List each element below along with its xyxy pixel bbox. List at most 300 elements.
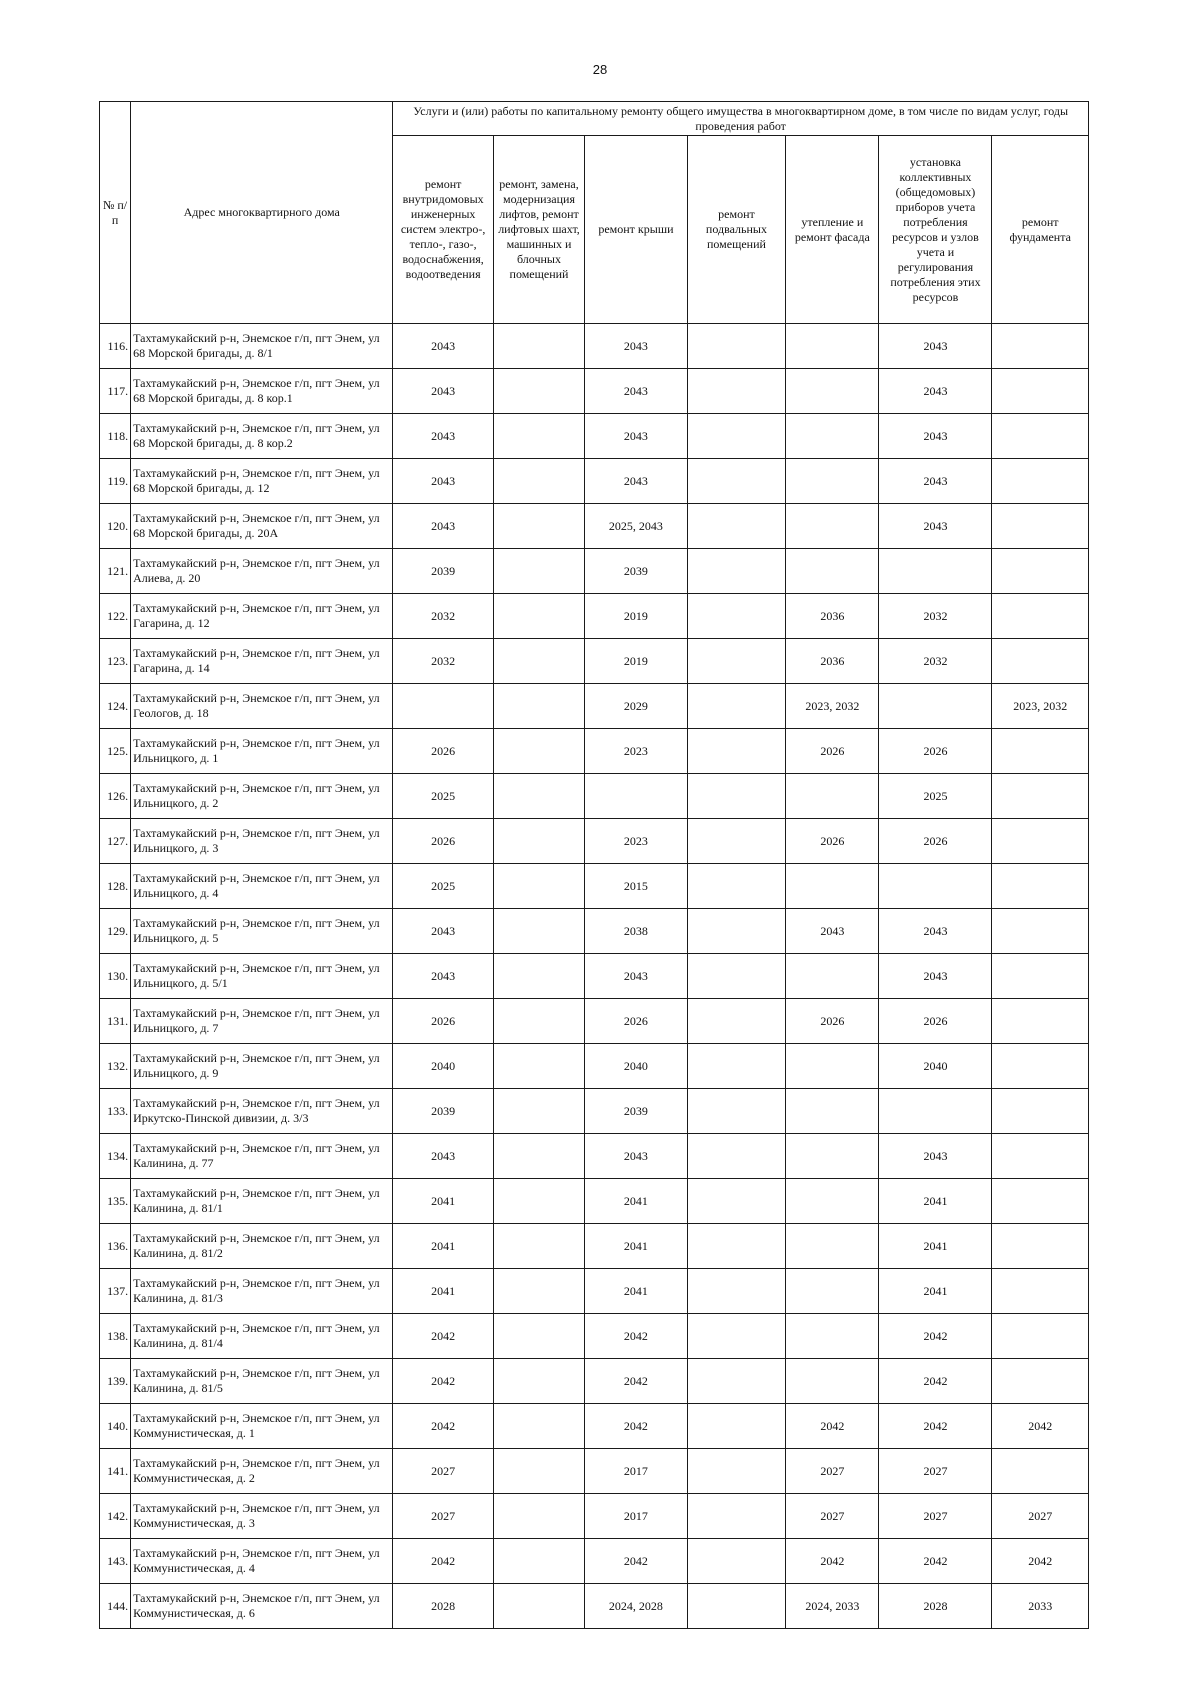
row-number: 129. bbox=[100, 909, 131, 954]
cell-facade bbox=[786, 954, 879, 999]
cell-meters bbox=[879, 684, 992, 729]
cell-elevators bbox=[493, 1449, 584, 1494]
table-row bbox=[100, 324, 1089, 369]
row-address: Тахтамукайский р-н, Энемское г/п, пгт Энем, ул Гагарина, д. 14 bbox=[131, 639, 393, 684]
cell-roof: 2015 bbox=[585, 864, 688, 909]
row-address: Тахтамукайский р-н, Энемское г/п, пгт Энем, ул 68 Морской бригады, д. 12 bbox=[131, 459, 393, 504]
table-row bbox=[100, 1359, 1089, 1404]
cell-engineering-systems: 2032 bbox=[393, 594, 494, 639]
table-row bbox=[100, 459, 1089, 504]
table-row bbox=[100, 1449, 1089, 1494]
cell-elevators bbox=[493, 639, 584, 684]
cell-basement bbox=[687, 819, 785, 864]
cell-elevators bbox=[493, 504, 584, 549]
table-row bbox=[100, 504, 1089, 549]
cell-engineering-systems: 2025 bbox=[393, 774, 494, 819]
table-row bbox=[100, 1494, 1089, 1539]
cell-engineering-systems: 2027 bbox=[393, 1449, 494, 1494]
cell-basement bbox=[687, 549, 785, 594]
cell-elevators bbox=[493, 1089, 584, 1134]
cell-elevators bbox=[493, 1584, 584, 1629]
row-address: Тахтамукайский р-н, Энемское г/п, пгт Энем, ул Ильницкого, д. 3 bbox=[131, 819, 393, 864]
table-row bbox=[100, 1179, 1089, 1224]
cell-foundation bbox=[992, 639, 1089, 684]
table-row bbox=[100, 684, 1089, 729]
row-number: 144. bbox=[100, 1584, 131, 1629]
cell-meters bbox=[879, 1089, 992, 1134]
table-body bbox=[100, 324, 1089, 1629]
cell-foundation bbox=[992, 1314, 1089, 1359]
cell-basement bbox=[687, 1449, 785, 1494]
row-address: Тахтамукайский р-н, Энемское г/п, пгт Энем, ул Ильницкого, д. 5/1 bbox=[131, 954, 393, 999]
cell-facade bbox=[786, 1224, 879, 1269]
cell-roof: 2026 bbox=[585, 999, 688, 1044]
row-address: Тахтамукайский р-н, Энемское г/п, пгт Энем, ул Калинина, д. 81/5 bbox=[131, 1359, 393, 1404]
cell-meters: 2025 bbox=[879, 774, 992, 819]
cell-basement bbox=[687, 1494, 785, 1539]
cell-foundation bbox=[992, 1269, 1089, 1314]
cell-meters: 2041 bbox=[879, 1269, 992, 1314]
cell-facade: 2026 bbox=[786, 819, 879, 864]
cell-basement bbox=[687, 1134, 785, 1179]
row-address: Тахтамукайский р-н, Энемское г/п, пгт Энем, ул Калинина, д. 81/3 bbox=[131, 1269, 393, 1314]
cell-foundation bbox=[992, 774, 1089, 819]
cell-roof: 2042 bbox=[585, 1404, 688, 1449]
cell-facade: 2036 bbox=[786, 594, 879, 639]
cell-basement bbox=[687, 414, 785, 459]
cell-engineering-systems: 2043 bbox=[393, 954, 494, 999]
cell-basement bbox=[687, 324, 785, 369]
row-address: Тахтамукайский р-н, Энемское г/п, пгт Энем, ул Коммунистическая, д. 3 bbox=[131, 1494, 393, 1539]
header-engineering-systems: ремонт внутридомовых инженерных систем электро-, тепло-, газо-, водоснабжения, водоотведения bbox=[393, 136, 494, 324]
cell-meters: 2043 bbox=[879, 504, 992, 549]
row-address: Тахтамукайский р-н, Энемское г/п, пгт Энем, ул Ильницкого, д. 5 bbox=[131, 909, 393, 954]
cell-engineering-systems bbox=[393, 684, 494, 729]
cell-roof: 2017 bbox=[585, 1494, 688, 1539]
row-number: 134. bbox=[100, 1134, 131, 1179]
cell-engineering-systems: 2026 bbox=[393, 999, 494, 1044]
cell-meters: 2041 bbox=[879, 1179, 992, 1224]
cell-meters: 2043 bbox=[879, 954, 992, 999]
table-row bbox=[100, 369, 1089, 414]
cell-facade: 2027 bbox=[786, 1494, 879, 1539]
cell-foundation bbox=[992, 1224, 1089, 1269]
cell-roof: 2041 bbox=[585, 1269, 688, 1314]
table-row bbox=[100, 594, 1089, 639]
cell-roof: 2043 bbox=[585, 369, 688, 414]
cell-elevators bbox=[493, 459, 584, 504]
cell-meters: 2026 bbox=[879, 999, 992, 1044]
cell-engineering-systems: 2039 bbox=[393, 549, 494, 594]
cell-foundation bbox=[992, 864, 1089, 909]
cell-foundation bbox=[992, 819, 1089, 864]
cell-roof: 2043 bbox=[585, 324, 688, 369]
cell-meters: 2026 bbox=[879, 819, 992, 864]
cell-basement bbox=[687, 1269, 785, 1314]
cell-basement bbox=[687, 1359, 785, 1404]
cell-foundation: 2023, 2032 bbox=[992, 684, 1089, 729]
cell-basement bbox=[687, 504, 785, 549]
cell-foundation bbox=[992, 1134, 1089, 1179]
cell-engineering-systems: 2032 bbox=[393, 639, 494, 684]
table-row bbox=[100, 864, 1089, 909]
cell-basement bbox=[687, 729, 785, 774]
cell-foundation bbox=[992, 1044, 1089, 1089]
row-address: Тахтамукайский р-н, Энемское г/п, пгт Энем, ул Калинина, д. 77 bbox=[131, 1134, 393, 1179]
cell-engineering-systems: 2043 bbox=[393, 369, 494, 414]
row-number: 126. bbox=[100, 774, 131, 819]
row-number: 125. bbox=[100, 729, 131, 774]
cell-facade: 2024, 2033 bbox=[786, 1584, 879, 1629]
row-address: Тахтамукайский р-н, Энемское г/п, пгт Энем, ул 68 Морской бригады, д. 20А bbox=[131, 504, 393, 549]
cell-meters: 2043 bbox=[879, 909, 992, 954]
cell-elevators bbox=[493, 819, 584, 864]
cell-basement bbox=[687, 774, 785, 819]
row-address: Тахтамукайский р-н, Энемское г/п, пгт Энем, ул Алиева, д. 20 bbox=[131, 549, 393, 594]
row-address: Тахтамукайский р-н, Энемское г/п, пгт Энем, ул Ильницкого, д. 2 bbox=[131, 774, 393, 819]
cell-meters: 2041 bbox=[879, 1224, 992, 1269]
cell-elevators bbox=[493, 1134, 584, 1179]
cell-facade: 2036 bbox=[786, 639, 879, 684]
cell-basement bbox=[687, 459, 785, 504]
table-row bbox=[100, 729, 1089, 774]
cell-roof: 2043 bbox=[585, 954, 688, 999]
table-row bbox=[100, 1134, 1089, 1179]
cell-foundation bbox=[992, 324, 1089, 369]
cell-meters: 2042 bbox=[879, 1359, 992, 1404]
cell-engineering-systems: 2042 bbox=[393, 1359, 494, 1404]
cell-facade bbox=[786, 1359, 879, 1404]
cell-meters bbox=[879, 549, 992, 594]
cell-basement bbox=[687, 1224, 785, 1269]
table-row bbox=[100, 1269, 1089, 1314]
row-number: 133. bbox=[100, 1089, 131, 1134]
cell-meters: 2032 bbox=[879, 639, 992, 684]
row-address: Тахтамукайский р-н, Энемское г/п, пгт Энем, ул Ильницкого, д. 9 bbox=[131, 1044, 393, 1089]
cell-basement bbox=[687, 684, 785, 729]
cell-elevators bbox=[493, 864, 584, 909]
row-number: 123. bbox=[100, 639, 131, 684]
row-address: Тахтамукайский р-н, Энемское г/п, пгт Энем, ул Коммунистическая, д. 4 bbox=[131, 1539, 393, 1584]
cell-roof: 2017 bbox=[585, 1449, 688, 1494]
cell-roof: 2040 bbox=[585, 1044, 688, 1089]
cell-basement bbox=[687, 1404, 785, 1449]
cell-meters: 2027 bbox=[879, 1449, 992, 1494]
cell-roof: 2039 bbox=[585, 1089, 688, 1134]
table-row bbox=[100, 1584, 1089, 1629]
cell-meters: 2032 bbox=[879, 594, 992, 639]
cell-elevators bbox=[493, 954, 584, 999]
row-address: Тахтамукайский р-н, Энемское г/п, пгт Энем, ул 68 Морской бригады, д. 8 кор.2 bbox=[131, 414, 393, 459]
cell-facade bbox=[786, 1269, 879, 1314]
cell-engineering-systems: 2027 bbox=[393, 1494, 494, 1539]
cell-engineering-systems: 2041 bbox=[393, 1224, 494, 1269]
cell-basement bbox=[687, 909, 785, 954]
row-number: 118. bbox=[100, 414, 131, 459]
table-row bbox=[100, 1404, 1089, 1449]
header-facade: утепление и ремонт фасада bbox=[786, 136, 879, 324]
table-row bbox=[100, 414, 1089, 459]
cell-meters: 2026 bbox=[879, 729, 992, 774]
cell-meters bbox=[879, 864, 992, 909]
cell-meters: 2043 bbox=[879, 414, 992, 459]
row-address: Тахтамукайский р-н, Энемское г/п, пгт Энем, ул Ильницкого, д. 7 bbox=[131, 999, 393, 1044]
cell-basement bbox=[687, 1539, 785, 1584]
cell-elevators bbox=[493, 999, 584, 1044]
row-address: Тахтамукайский р-н, Энемское г/п, пгт Энем, ул Калинина, д. 81/1 bbox=[131, 1179, 393, 1224]
header-roof: ремонт крыши bbox=[585, 136, 688, 324]
row-address: Тахтамукайский р-н, Энемское г/п, пгт Энем, ул Ильницкого, д. 1 bbox=[131, 729, 393, 774]
row-number: 138. bbox=[100, 1314, 131, 1359]
cell-engineering-systems: 2043 bbox=[393, 414, 494, 459]
cell-foundation bbox=[992, 369, 1089, 414]
table-row bbox=[100, 1539, 1089, 1584]
row-number: 124. bbox=[100, 684, 131, 729]
cell-basement bbox=[687, 1584, 785, 1629]
cell-engineering-systems: 2042 bbox=[393, 1314, 494, 1359]
cell-roof: 2023 bbox=[585, 729, 688, 774]
cell-facade bbox=[786, 369, 879, 414]
cell-meters: 2043 bbox=[879, 1134, 992, 1179]
header-foundation: ремонт фундамента bbox=[992, 136, 1089, 324]
cell-foundation: 2027 bbox=[992, 1494, 1089, 1539]
row-address: Тахтамукайский р-н, Энемское г/п, пгт Энем, ул Калинина, д. 81/2 bbox=[131, 1224, 393, 1269]
cell-foundation bbox=[992, 1089, 1089, 1134]
cell-roof: 2038 bbox=[585, 909, 688, 954]
cell-foundation bbox=[992, 1359, 1089, 1404]
cell-elevators bbox=[493, 1224, 584, 1269]
cell-elevators bbox=[493, 324, 584, 369]
cell-facade bbox=[786, 1179, 879, 1224]
cell-facade: 2026 bbox=[786, 729, 879, 774]
cell-roof: 2042 bbox=[585, 1539, 688, 1584]
cell-basement bbox=[687, 369, 785, 414]
cell-basement bbox=[687, 1089, 785, 1134]
cell-foundation bbox=[992, 594, 1089, 639]
page-number: 28 bbox=[592, 62, 608, 77]
cell-foundation: 2042 bbox=[992, 1404, 1089, 1449]
cell-roof bbox=[585, 774, 688, 819]
header-basement: ремонт подвальных помещений bbox=[687, 136, 785, 324]
cell-elevators bbox=[493, 414, 584, 459]
cell-foundation bbox=[992, 504, 1089, 549]
cell-roof: 2024, 2028 bbox=[585, 1584, 688, 1629]
table-row bbox=[100, 954, 1089, 999]
cell-engineering-systems: 2041 bbox=[393, 1269, 494, 1314]
cell-basement bbox=[687, 1044, 785, 1089]
row-number: 116. bbox=[100, 324, 131, 369]
cell-meters: 2042 bbox=[879, 1404, 992, 1449]
cell-foundation bbox=[992, 549, 1089, 594]
cell-facade: 2042 bbox=[786, 1539, 879, 1584]
cell-facade: 2027 bbox=[786, 1449, 879, 1494]
cell-elevators bbox=[493, 549, 584, 594]
cell-elevators bbox=[493, 369, 584, 414]
header-num: № п/п bbox=[100, 102, 131, 324]
row-number: 135. bbox=[100, 1179, 131, 1224]
cell-basement bbox=[687, 864, 785, 909]
row-address: Тахтамукайский р-н, Энемское г/п, пгт Энем, ул Коммунистическая, д. 2 bbox=[131, 1449, 393, 1494]
cell-elevators bbox=[493, 684, 584, 729]
cell-roof: 2043 bbox=[585, 459, 688, 504]
cell-basement bbox=[687, 999, 785, 1044]
cell-roof: 2023 bbox=[585, 819, 688, 864]
cell-roof: 2025, 2043 bbox=[585, 504, 688, 549]
row-number: 127. bbox=[100, 819, 131, 864]
cell-meters: 2042 bbox=[879, 1314, 992, 1359]
cell-elevators bbox=[493, 1539, 584, 1584]
cell-facade bbox=[786, 1089, 879, 1134]
row-number: 122. bbox=[100, 594, 131, 639]
table-row bbox=[100, 999, 1089, 1044]
cell-facade: 2043 bbox=[786, 909, 879, 954]
cell-facade bbox=[786, 549, 879, 594]
table-row bbox=[100, 774, 1089, 819]
cell-engineering-systems: 2026 bbox=[393, 819, 494, 864]
cell-basement bbox=[687, 1179, 785, 1224]
cell-elevators bbox=[493, 1359, 584, 1404]
row-address: Тахтамукайский р-н, Энемское г/п, пгт Энем, ул Ильницкого, д. 4 bbox=[131, 864, 393, 909]
row-address: Тахтамукайский р-н, Энемское г/п, пгт Энем, ул 68 Морской бригады, д. 8/1 bbox=[131, 324, 393, 369]
cell-facade bbox=[786, 504, 879, 549]
table-row bbox=[100, 639, 1089, 684]
cell-engineering-systems: 2039 bbox=[393, 1089, 494, 1134]
cell-roof: 2039 bbox=[585, 549, 688, 594]
row-number: 143. bbox=[100, 1539, 131, 1584]
cell-foundation bbox=[992, 954, 1089, 999]
table-row bbox=[100, 1044, 1089, 1089]
table-row bbox=[100, 909, 1089, 954]
table-row bbox=[100, 549, 1089, 594]
cell-foundation bbox=[992, 414, 1089, 459]
cell-meters: 2043 bbox=[879, 324, 992, 369]
cell-basement bbox=[687, 639, 785, 684]
header-address: Адрес многоквартирного дома bbox=[131, 102, 393, 324]
cell-elevators bbox=[493, 909, 584, 954]
cell-elevators bbox=[493, 594, 584, 639]
cell-meters: 2027 bbox=[879, 1494, 992, 1539]
cell-facade bbox=[786, 1044, 879, 1089]
cell-roof: 2019 bbox=[585, 594, 688, 639]
cell-engineering-systems: 2042 bbox=[393, 1539, 494, 1584]
cell-foundation bbox=[992, 1449, 1089, 1494]
cell-elevators bbox=[493, 1044, 584, 1089]
cell-meters: 2043 bbox=[879, 369, 992, 414]
header-services-group: Услуги и (или) работы по капитальному ремонту общего имущества в многоквартирном доме, в том числе по видам услуг, годы проведения работ bbox=[393, 102, 1089, 136]
cell-engineering-systems: 2042 bbox=[393, 1404, 494, 1449]
row-number: 130. bbox=[100, 954, 131, 999]
cell-facade bbox=[786, 864, 879, 909]
row-address: Тахтамукайский р-н, Энемское г/п, пгт Энем, ул Геологов, д. 18 bbox=[131, 684, 393, 729]
cell-foundation bbox=[992, 1179, 1089, 1224]
cell-engineering-systems: 2043 bbox=[393, 504, 494, 549]
cell-meters: 2028 bbox=[879, 1584, 992, 1629]
capital-repair-table bbox=[99, 101, 1089, 1629]
header-elevators: ремонт, замена, модернизация лифтов, ремонт лифтовых шахт, машинных и блочных помещений bbox=[493, 136, 584, 324]
cell-engineering-systems: 2028 bbox=[393, 1584, 494, 1629]
cell-engineering-systems: 2040 bbox=[393, 1044, 494, 1089]
cell-roof: 2042 bbox=[585, 1314, 688, 1359]
cell-roof: 2041 bbox=[585, 1224, 688, 1269]
cell-elevators bbox=[493, 1179, 584, 1224]
row-number: 119. bbox=[100, 459, 131, 504]
cell-roof: 2041 bbox=[585, 1179, 688, 1224]
cell-basement bbox=[687, 594, 785, 639]
row-number: 140. bbox=[100, 1404, 131, 1449]
cell-engineering-systems: 2041 bbox=[393, 1179, 494, 1224]
cell-meters: 2040 bbox=[879, 1044, 992, 1089]
cell-roof: 2029 bbox=[585, 684, 688, 729]
row-address: Тахтамукайский р-н, Энемское г/п, пгт Энем, ул Иркутско-Пинской дивизии, д. 3/3 bbox=[131, 1089, 393, 1134]
row-number: 128. bbox=[100, 864, 131, 909]
cell-facade bbox=[786, 414, 879, 459]
cell-facade: 2026 bbox=[786, 999, 879, 1044]
cell-elevators bbox=[493, 729, 584, 774]
cell-facade: 2042 bbox=[786, 1404, 879, 1449]
row-number: 117. bbox=[100, 369, 131, 414]
cell-roof: 2019 bbox=[585, 639, 688, 684]
header-meters: установка коллективных (общедомовых) приборов учета потребления ресурсов и узлов учета и регулирования потребления этих ресурсов bbox=[879, 136, 992, 324]
cell-engineering-systems: 2043 bbox=[393, 1134, 494, 1179]
row-number: 139. bbox=[100, 1359, 131, 1404]
cell-facade bbox=[786, 459, 879, 504]
cell-foundation bbox=[992, 729, 1089, 774]
cell-facade bbox=[786, 1314, 879, 1359]
cell-facade: 2023, 2032 bbox=[786, 684, 879, 729]
table-row bbox=[100, 1314, 1089, 1359]
cell-foundation: 2042 bbox=[992, 1539, 1089, 1584]
cell-engineering-systems: 2043 bbox=[393, 459, 494, 504]
cell-foundation bbox=[992, 909, 1089, 954]
cell-basement bbox=[687, 954, 785, 999]
table-row bbox=[100, 819, 1089, 864]
row-number: 132. bbox=[100, 1044, 131, 1089]
row-address: Тахтамукайский р-н, Энемское г/п, пгт Энем, ул Гагарина, д. 12 bbox=[131, 594, 393, 639]
cell-meters: 2042 bbox=[879, 1539, 992, 1584]
row-address: Тахтамукайский р-н, Энемское г/п, пгт Энем, ул 68 Морской бригады, д. 8 кор.1 bbox=[131, 369, 393, 414]
cell-foundation bbox=[992, 459, 1089, 504]
row-number: 142. bbox=[100, 1494, 131, 1539]
row-number: 120. bbox=[100, 504, 131, 549]
cell-meters: 2043 bbox=[879, 459, 992, 504]
cell-elevators bbox=[493, 1404, 584, 1449]
cell-elevators bbox=[493, 1269, 584, 1314]
cell-facade bbox=[786, 324, 879, 369]
cell-basement bbox=[687, 1314, 785, 1359]
cell-engineering-systems: 2043 bbox=[393, 324, 494, 369]
cell-foundation: 2033 bbox=[992, 1584, 1089, 1629]
row-address: Тахтамукайский р-н, Энемское г/п, пгт Энем, ул Коммунистическая, д. 6 bbox=[131, 1584, 393, 1629]
cell-engineering-systems: 2025 bbox=[393, 864, 494, 909]
row-address: Тахтамукайский р-н, Энемское г/п, пгт Энем, ул Калинина, д. 81/4 bbox=[131, 1314, 393, 1359]
cell-elevators bbox=[493, 1494, 584, 1539]
cell-foundation bbox=[992, 999, 1089, 1044]
cell-engineering-systems: 2026 bbox=[393, 729, 494, 774]
cell-roof: 2043 bbox=[585, 1134, 688, 1179]
table-row bbox=[100, 1224, 1089, 1269]
cell-facade bbox=[786, 774, 879, 819]
row-number: 131. bbox=[100, 999, 131, 1044]
row-number: 141. bbox=[100, 1449, 131, 1494]
table-row bbox=[100, 1089, 1089, 1134]
cell-roof: 2042 bbox=[585, 1359, 688, 1404]
row-number: 137. bbox=[100, 1269, 131, 1314]
cell-elevators bbox=[493, 1314, 584, 1359]
cell-roof: 2043 bbox=[585, 414, 688, 459]
row-address: Тахтамукайский р-н, Энемское г/п, пгт Энем, ул Коммунистическая, д. 1 bbox=[131, 1404, 393, 1449]
cell-facade bbox=[786, 1134, 879, 1179]
cell-elevators bbox=[493, 774, 584, 819]
